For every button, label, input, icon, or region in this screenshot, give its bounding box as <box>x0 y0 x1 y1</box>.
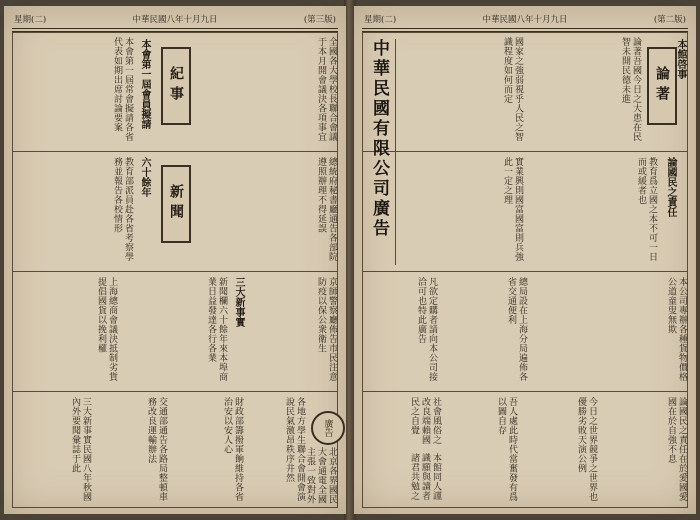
left-band-divider-3 <box>13 391 337 392</box>
left-band-divider-1 <box>13 151 337 152</box>
left-column-11: 三大新事實民國八年秋國內外要聞彙誌于此 <box>70 397 91 502</box>
left-column-3: 總統府秘書廳通告各部院遵照辦理不得延誤 <box>316 157 337 262</box>
left-page-header <box>14 12 336 26</box>
left-column-9: 財政部籌撥軍餉維持各省治安以安人心 <box>222 397 243 502</box>
left-column-5: 京師警察廳佈告市民注意防疫以保公衆衛生 <box>316 277 337 382</box>
editorial-section-box: 論著 <box>647 47 677 125</box>
right-date: 中華民國八年十月九日 <box>482 15 568 25</box>
left-date: 中華民國八年十月九日 <box>132 15 218 25</box>
right-band-divider-2 <box>363 271 687 272</box>
left-column-7: 上海總商會議決抵制劣貨提倡國貨以挽利權 <box>96 277 117 382</box>
right-page-number: (第二版) <box>653 15 686 25</box>
left-column-1: 全國各大學校長聯合會議于本月開會議決各項事宜 <box>316 37 337 142</box>
left-content-frame <box>12 32 338 508</box>
company-ad-title: 中華民國有限公司廣告 <box>367 39 396 265</box>
right-column-1: 論著吾國今日之大患在民智未開民德未進 <box>620 37 641 142</box>
right-column-4: 實業興則國富國富則兵強此一定之理 <box>502 157 523 262</box>
left-column-10: 交通部通告各路局整頓車務改良運輸辦法 <box>146 397 167 502</box>
right-content-frame <box>362 32 688 508</box>
left-page-number: (第三版) <box>303 15 336 25</box>
records-section-box: 紀事 <box>161 47 191 125</box>
right-subhead-2: 論國民之責任 <box>665 157 676 217</box>
ad-stamp: 廣告 <box>311 411 345 445</box>
left-band-divider-2 <box>13 271 337 272</box>
left-weekday: 星期(二) <box>14 15 47 25</box>
right-column-6: 總局設在上海分局遍佈各省交通便利 <box>506 277 527 382</box>
news-section-box: 新聞 <box>161 165 191 243</box>
right-weekday: 星期(二) <box>364 15 397 25</box>
right-column-9: 今日之世界競爭之世界也優勝劣敗天演公例 <box>576 397 597 502</box>
left-column-6: 新聞欄六十餘年來本埠商業日益發達各行各業 <box>206 277 227 382</box>
left-column-12: 北京各界國民大會通電全國主張一致對外 <box>305 447 337 504</box>
right-band-divider-3 <box>363 391 687 392</box>
left-subhead-3: 三大新事實 <box>233 277 244 327</box>
left-page <box>4 6 346 514</box>
left-subhead-2: 六十餘年 <box>139 157 150 197</box>
right-page <box>354 6 696 514</box>
right-column-10: 吾人處此時代當奮發有爲以圖自存 <box>496 397 517 502</box>
right-column-3: 教育爲立國之本不可一日而或緩者也 <box>636 157 657 262</box>
left-column-4: 教育部派員赴各省考察學務並報告各校情形 <box>112 157 133 262</box>
right-subhead-1: 本館啓事 <box>675 39 686 79</box>
right-band-divider-1 <box>363 151 687 152</box>
right-column-8: 論國民之責任在於愛國愛國在於自強不息 <box>666 397 687 502</box>
right-column-11: 社會風俗之改良端賴國民之自覺 <box>409 397 441 445</box>
right-column-12: 本館同人謹識願與讀者諸君共勉之 <box>409 453 441 501</box>
right-column-7: 凡欲定購者請向本公司接洽可也特此廣告 <box>416 277 437 382</box>
left-column-8: 各地方學生聯合會開會演說民氣激昂秩序井然 <box>284 397 305 502</box>
left-column-2: 本會第一屆常會擬請各省代表如期出席討論要案 <box>112 37 133 142</box>
right-page-header <box>364 12 686 26</box>
right-column-5: 本公司專辦各種貨物價格公道童叟無欺 <box>666 277 687 382</box>
right-column-2: 國家之強弱視乎人民之智識程度如何而定 <box>502 37 523 142</box>
left-subhead-1: 本會第一屆會員擬請 <box>139 39 150 129</box>
